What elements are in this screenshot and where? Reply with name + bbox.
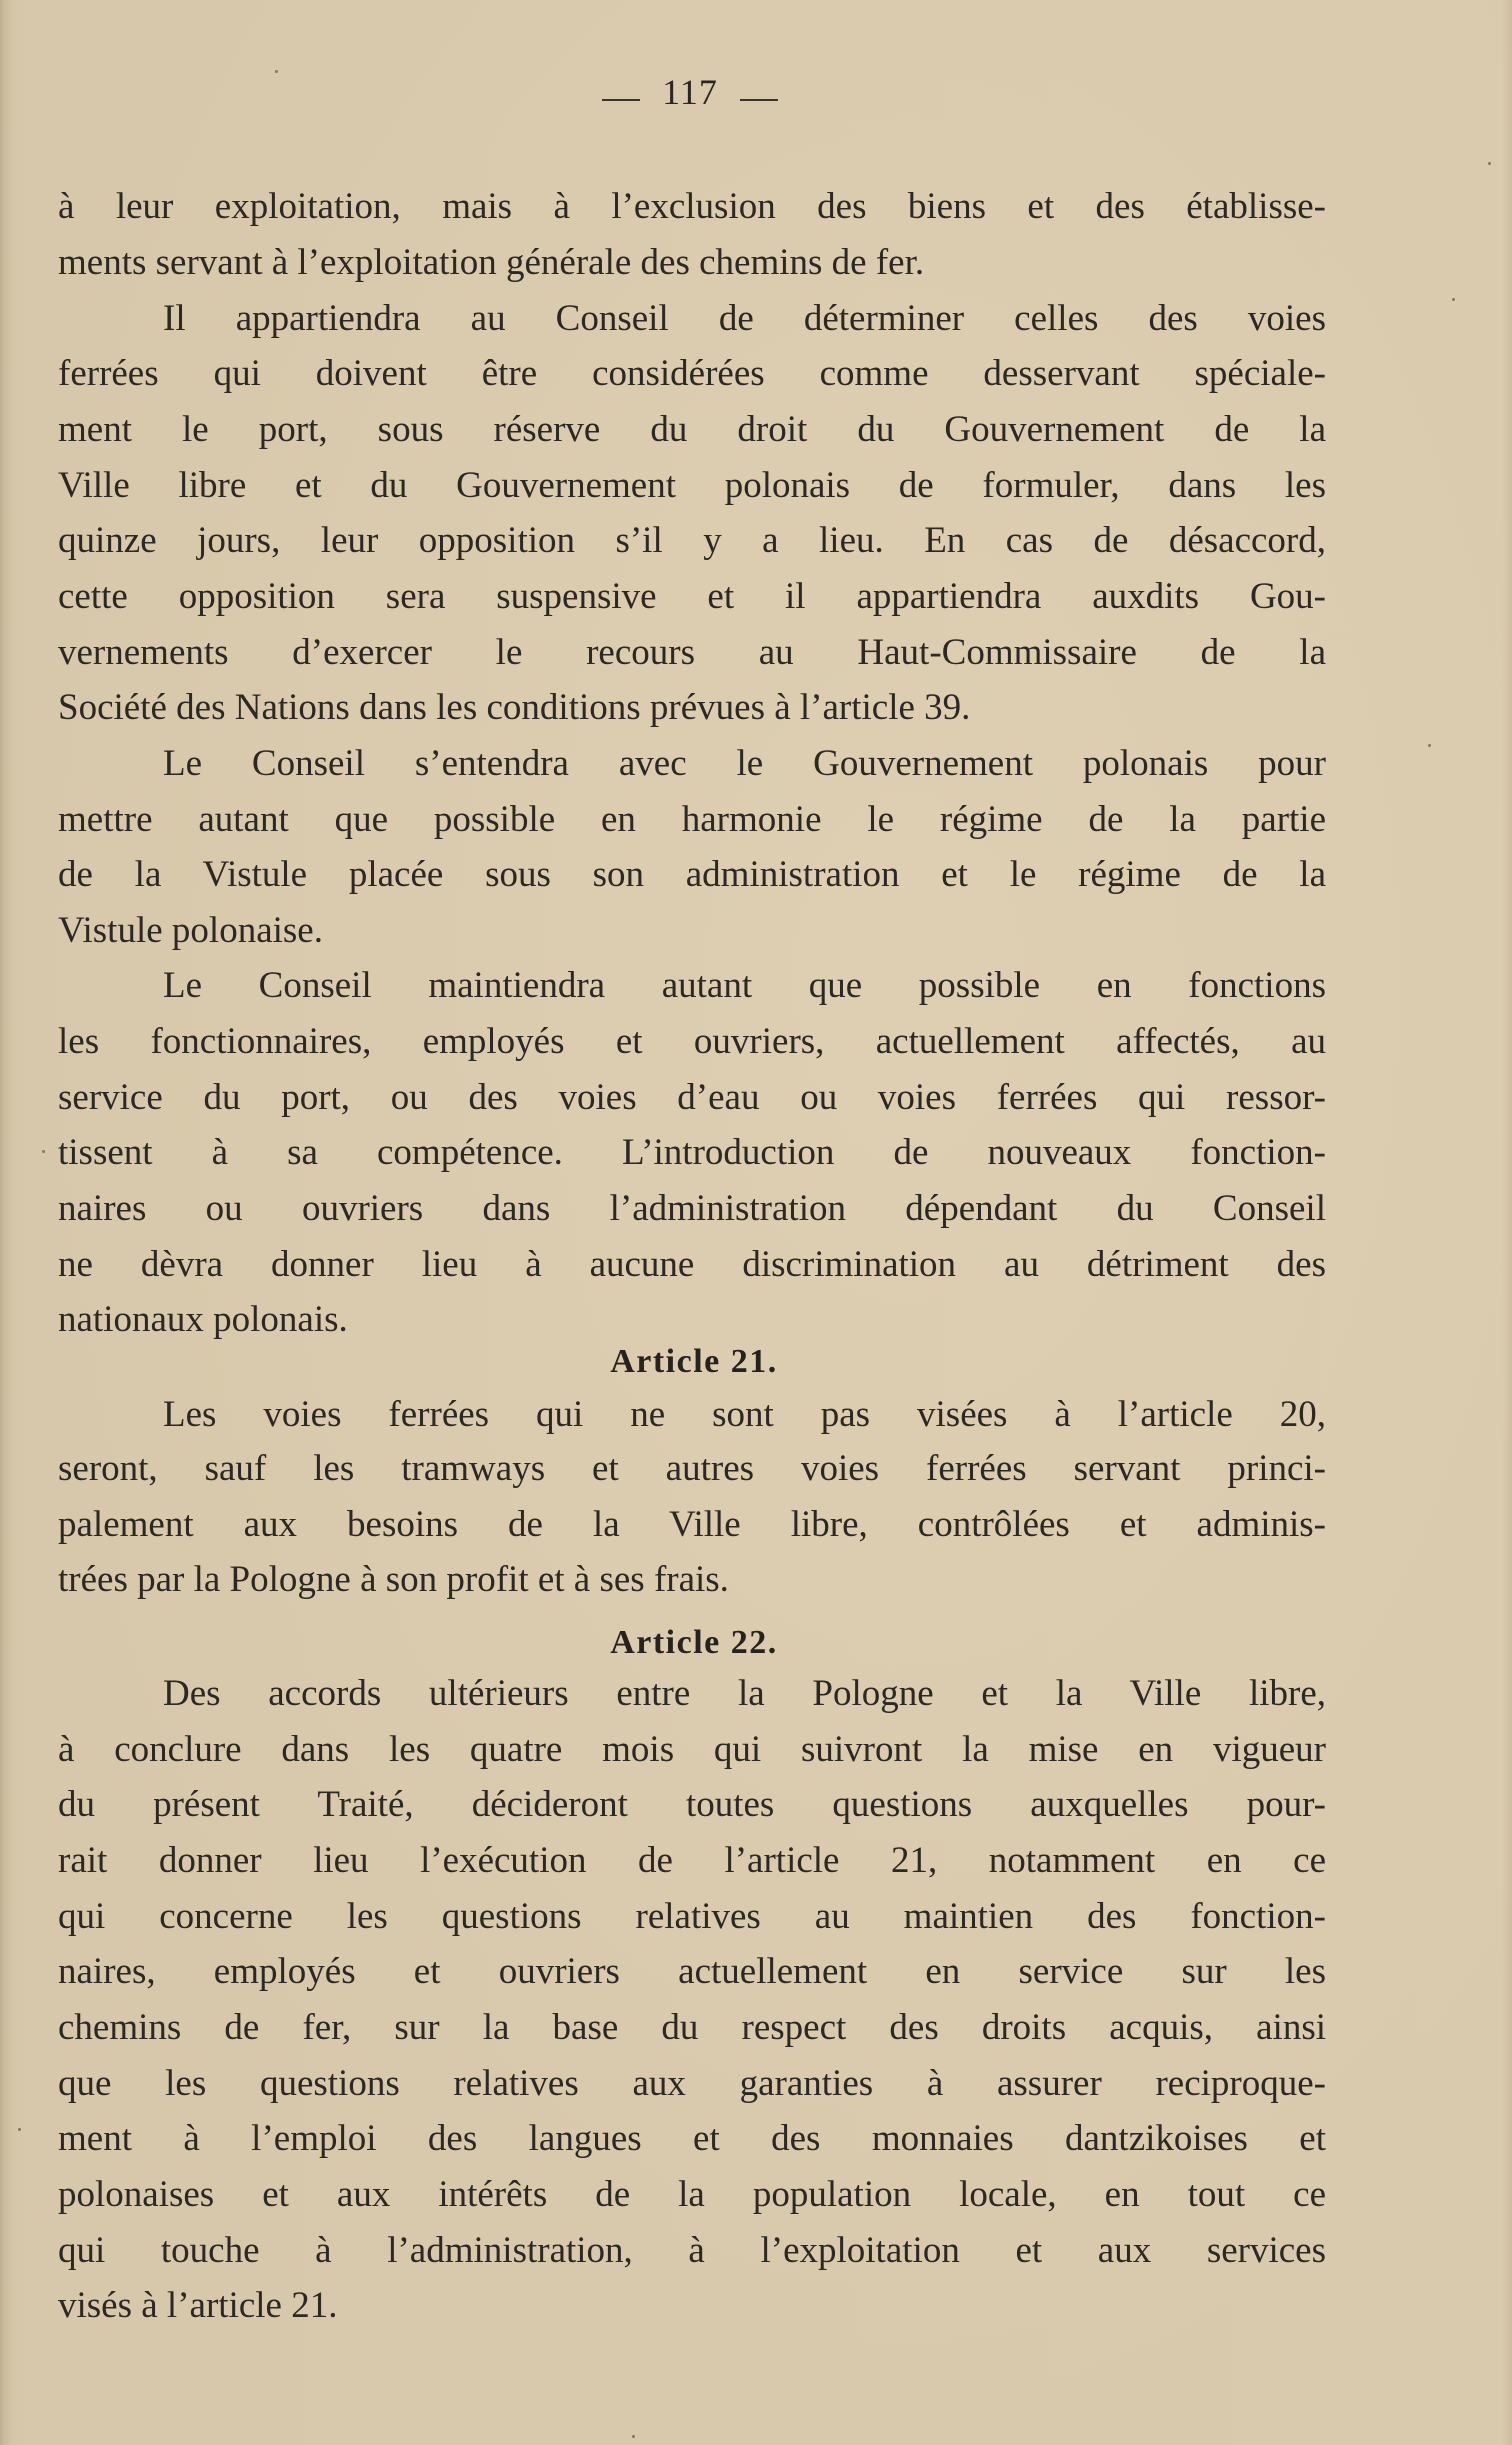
text-line: service du port, ou des voies d’eau ou voies ferrées qui ressor- xyxy=(58,1077,1326,1118)
page-edge-shadow xyxy=(1502,0,1512,2445)
text-line: ments servant à l’exploitation générale des chemins de fer. xyxy=(58,242,925,283)
text-line: à leur exploitation, mais à l’exclusion des biens et des établisse- xyxy=(58,186,1326,227)
text-line: palement aux besoins de la Ville libre, contrôlées et adminis- xyxy=(58,1504,1326,1545)
text-line: à conclure dans les quatre mois qui suivront la mise en vigueur xyxy=(58,1729,1326,1770)
text-line: mettre autant que possible en harmonie le régime de la partie xyxy=(58,799,1326,840)
text-line: ne dèvra donner lieu à aucune discrimination au détriment des xyxy=(58,1244,1326,1285)
text-line: de la Vistule placée sous son administration et le régime de la xyxy=(58,854,1326,895)
text-line: quinze jours, leur opposition s’il y a lieu. En cas de désaccord, xyxy=(58,520,1326,561)
paragraph-start-line: Des accords ultérieurs entre la Pologne et la Ville libre, xyxy=(163,1673,1326,1714)
text-line: qui touche à l’administration, à l’exploitation et aux services xyxy=(58,2230,1326,2271)
paragraph-start-line: Le Conseil maintiendra autant que possible en fonctions xyxy=(163,965,1326,1006)
text-line: tissent à sa compétence. L’introduction de nouveaux fonction- xyxy=(58,1132,1326,1173)
article-heading: Article 22. xyxy=(610,1624,778,1661)
text-line: chemins de fer, sur la base du respect des droits acquis, ainsi xyxy=(58,2007,1326,2048)
paragraph-start-line: Les voies ferrées qui ne sont pas visées à l’article 20, xyxy=(163,1394,1326,1435)
article-heading: Article 21. xyxy=(610,1343,778,1380)
text-line: cette opposition sera suspensive et il appartiendra auxdits Gou- xyxy=(58,576,1326,617)
text-line: naires ou ouvriers dans l’administration dépendant du Conseil xyxy=(58,1188,1326,1229)
text-line: Société des Nations dans les conditions prévues à l’article 39. xyxy=(58,687,971,728)
text-line: rait donner lieu l’exécution de l’article 21, notamment en ce xyxy=(58,1840,1326,1881)
paper-speck xyxy=(1452,298,1455,301)
text-line: visés à l’article 21. xyxy=(58,2285,338,2326)
folio-dash-left xyxy=(602,99,640,101)
paper-speck xyxy=(632,2435,635,2438)
paper-speck xyxy=(275,70,278,73)
text-line: ment à l’emploi des langues et des monnaies dantzikoises et xyxy=(58,2118,1326,2159)
paper-speck xyxy=(1488,162,1491,165)
text-line: les fonctionnaires, employés et ouvriers, actuellement affectés, au xyxy=(58,1021,1326,1062)
paragraph-start-line: Il appartiendra au Conseil de déterminer celles des voies xyxy=(163,298,1326,339)
text-line: qui concerne les questions relatives au maintien des fonction- xyxy=(58,1896,1326,1937)
text-line: Vistule polonaise. xyxy=(58,910,323,951)
text-line: vernements d’exercer le recours au Haut-Commissaire de la xyxy=(58,632,1326,673)
page-number xyxy=(540,70,840,114)
text-line: ferrées qui doivent être considérées comme desservant spéciale- xyxy=(58,353,1326,394)
text-line: Ville libre et du Gouvernement polonais de formuler, dans les xyxy=(58,465,1326,506)
text-line: naires, employés et ouvriers actuellement en service sur les xyxy=(58,1951,1326,1992)
text-line: ment le port, sous réserve du droit du Gouvernement de la xyxy=(58,409,1326,450)
paper-speck xyxy=(18,2128,21,2131)
text-line: seront, sauf les tramways et autres voies ferrées servant princi- xyxy=(58,1448,1326,1489)
text-line: du présent Traité, décideront toutes questions auxquelles pour- xyxy=(58,1784,1326,1825)
text-line: trées par la Pologne à son profit et à ses frais. xyxy=(58,1559,729,1600)
text-line: nationaux polonais. xyxy=(58,1299,348,1340)
folio-dash-right xyxy=(740,99,778,101)
text-line: que les questions relatives aux garanties à assurer reciproque- xyxy=(58,2063,1326,2104)
paper-speck xyxy=(1428,744,1431,747)
text-line: polonaises et aux intérêts de la population locale, en tout ce xyxy=(58,2174,1326,2215)
paragraph-start-line: Le Conseil s’entendra avec le Gouvernement polonais pour xyxy=(163,743,1326,784)
page-number-text: 117 xyxy=(662,72,718,112)
paper-speck xyxy=(42,1150,45,1153)
